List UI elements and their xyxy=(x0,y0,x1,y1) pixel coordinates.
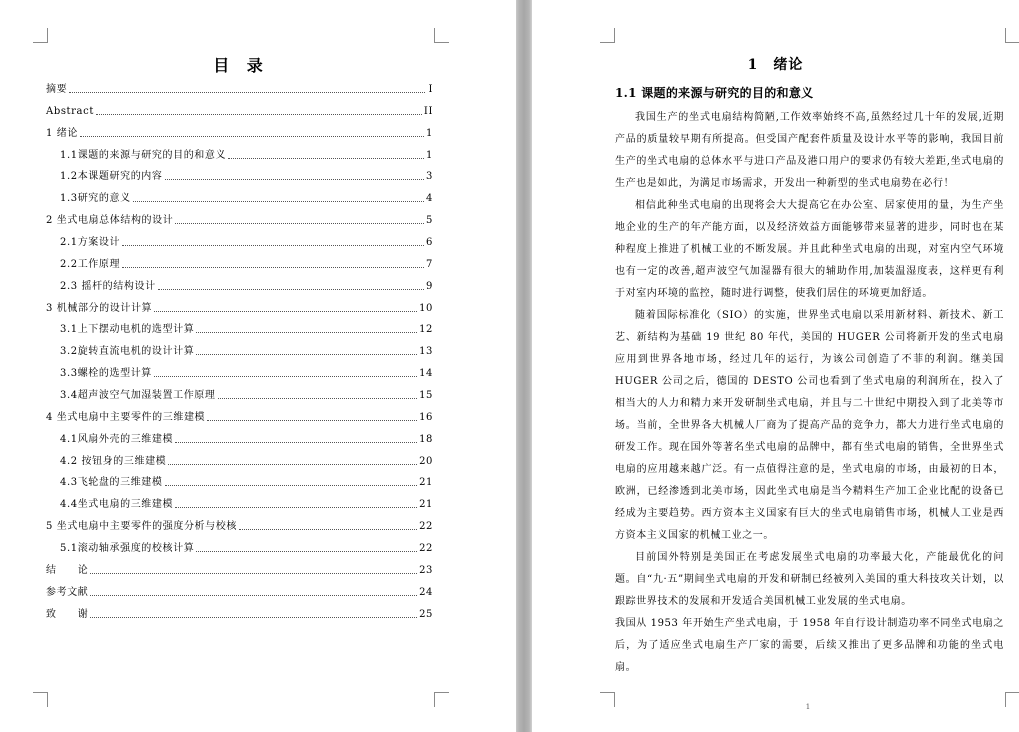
toc-entry-page: 4 xyxy=(426,193,433,204)
toc-entry-page: 10 xyxy=(419,303,433,314)
toc-entry-page: 23 xyxy=(419,565,433,576)
toc-entry-page: 1 xyxy=(426,150,433,161)
toc-entry-label: 2.3 摇杆的结构设计 xyxy=(60,281,156,292)
toc-entry[interactable] xyxy=(60,277,433,293)
toc-leader-dots xyxy=(196,551,417,552)
page-gutter xyxy=(516,0,532,732)
toc-leader-dots xyxy=(90,617,417,618)
toc-leader-dots xyxy=(80,136,424,137)
toc-entry-page: 15 xyxy=(419,390,433,401)
toc-entry-label: 3.2旋转直流电机的设计计算 xyxy=(60,346,195,357)
toc-entry[interactable] xyxy=(60,430,433,446)
toc-leader-dots xyxy=(154,376,417,377)
toc-entry-page: 18 xyxy=(419,434,433,445)
toc-entry[interactable] xyxy=(60,452,433,468)
toc-leader-dots xyxy=(175,507,417,508)
toc-entry-page: 13 xyxy=(419,346,433,357)
crop-mark-top-left xyxy=(33,28,48,43)
toc-entry-page: 25 xyxy=(419,609,433,620)
paragraph: 随着国际标准化（SIO）的实施，世界坐式电扇以采用新材料、新技术、新工艺、新结构为基础 19 世纪 80 年代，美国的 HUGER 公司将新开发的坐式电扇应用到世界各地市场，经过几年的运行，为该公司创造了不菲的利润。继美国 HUGER 公司之后，德国的 DESTO 公司也看到了坐式电扇的利润所在，投入了相当大的人力和精力来开发研制坐式电扇，并且与二十世纪中期投入到了北美等市场。当前，全世界各大机械人厂商为了提高产品的竞争力，都大力进行坐式电扇的研发工作。现在国外等著名坐式电扇的品牌中，都有坐式电扇的销售，全世界坐式电扇的应用越来越广泛。有一点值得注意的是，坐式电扇的市场，由最初的日本，欧洲，已经渗透到北美市场，因此坐式电扇是当今精料生产加工企业比配的设备已经成为主要趋势。西方资本主义国家有巨大的坐式电扇销售市场，机械人工业是西方资本主义国家的机械工业之一。 xyxy=(615,310,1004,541)
toc-leader-dots xyxy=(158,289,424,290)
section-heading: 1.1 课题的来源与研究的目的和意义 xyxy=(615,86,814,100)
toc-entry-page: I xyxy=(428,84,433,95)
toc-entry[interactable] xyxy=(46,561,433,577)
toc-leader-dots xyxy=(175,223,424,224)
toc-entry[interactable] xyxy=(46,80,433,96)
toc-entry[interactable] xyxy=(46,211,433,227)
toc-leader-dots xyxy=(133,201,424,202)
toc-entry[interactable] xyxy=(60,167,433,183)
toc-leader-dots xyxy=(228,158,424,159)
toc-leader-dots xyxy=(207,420,417,421)
crop-mark-bottom-right xyxy=(434,692,449,707)
toc-leader-dots xyxy=(122,267,424,268)
toc-entry-page: 5 xyxy=(426,215,433,226)
toc-entry-page: 9 xyxy=(426,281,433,292)
toc-entry-label: 摘要 xyxy=(46,84,68,95)
toc-entry-page: 6 xyxy=(426,237,433,248)
toc-entry-label: 2 坐式电扇总体结构的设计 xyxy=(46,215,174,226)
paragraph: 我国从 1953 年开始生产坐式电扇，于 1958 年自行设计制造功率不同坐式电扇之后，为了适应坐式电扇生产厂家的需要，后续又推出了更多品牌和功能的坐式电扇。 xyxy=(615,618,1004,673)
toc-entry[interactable] xyxy=(46,299,433,315)
toc-entry[interactable] xyxy=(60,386,433,402)
toc-leader-dots xyxy=(122,245,424,246)
toc-entry-label: 2.1方案设计 xyxy=(60,237,121,248)
body-text xyxy=(615,107,1004,679)
toc-leader-dots xyxy=(196,354,417,355)
toc-leader-dots xyxy=(175,442,417,443)
toc-entry-label: 1 绪论 xyxy=(46,128,78,139)
toc-entry[interactable] xyxy=(46,583,433,599)
toc-entry-page: 3 xyxy=(426,171,433,182)
toc-entry-page: 20 xyxy=(419,456,433,467)
toc-leader-dots xyxy=(96,114,422,115)
toc-entry-label: 4.1风扇外壳的三维建模 xyxy=(60,434,174,445)
toc-leader-dots xyxy=(90,595,417,596)
toc-entry[interactable] xyxy=(60,539,433,555)
toc-entry-page: 24 xyxy=(419,587,433,598)
page-number: 1 xyxy=(805,703,811,711)
paragraph: 我国生产的坐式电扇结构简陋,工作效率始终不高,虽然经过几十年的发展,近期产品的质量较早期有所提高。但受国产配套件质量及设计水平等的影响，我国目前生产的坐式电扇的总体水平与进口产品及港口用户的要求仍有较大差距,坐式电扇的生产也是如此，为满足市场需求，开发出一种新型的坐式电扇势在必行！ xyxy=(615,112,1004,189)
toc-entry-label: 3.1上下摆动电机的选型计算 xyxy=(60,324,195,335)
toc-entry-page: 12 xyxy=(419,324,433,335)
toc-entry-label: 1.3研究的意义 xyxy=(60,193,131,204)
toc-entry-page: 21 xyxy=(419,477,433,488)
crop-mark-top-right xyxy=(434,28,449,43)
toc-entry-label: 2.2工作原理 xyxy=(60,259,121,270)
toc-entry-page: 1 xyxy=(426,128,433,139)
toc-entry-label: 参考文献 xyxy=(46,587,89,598)
toc-entry[interactable] xyxy=(60,364,433,380)
toc-leader-dots xyxy=(69,92,425,93)
toc-entry-page: 14 xyxy=(419,368,433,379)
toc-entry-page: 7 xyxy=(426,259,433,270)
toc-entry-label: 1.1课题的来源与研究的目的和意义 xyxy=(60,150,227,161)
toc-entry-page: 21 xyxy=(419,499,433,510)
toc-leader-dots xyxy=(196,332,417,333)
toc-entry-label: Abstract xyxy=(46,106,94,117)
toc-entry[interactable] xyxy=(46,124,433,140)
toc-entry-page: 22 xyxy=(419,543,433,554)
toc-entry-label: 致 谢 xyxy=(46,609,89,620)
toc-entry-label: 4.2 按钮身的三维建模 xyxy=(60,456,167,467)
toc-entry[interactable] xyxy=(46,517,433,533)
crop-mark-bottom-left xyxy=(33,692,48,707)
crop-mark-top-right xyxy=(1005,28,1019,43)
toc-leader-dots xyxy=(154,311,417,312)
paragraph: 相信此种坐式电扇的出现将会大大提高它在办公室、居家使用的量，为生产坐地企业的生产的年产能方面，以及经济效益方面能够带来显著的进步，同时也在某种程度上推进了机械工业的不断发展。并且此种坐式电扇的出现，对室内空气环境也有一定的改善,超声波空气加湿器有很大的辅助作用,加装温湿度表，这样更有利于对室内环境的监控，随时进行调整，使我们居住的环境更加舒适。 xyxy=(615,200,1004,299)
toc-entry-page: II xyxy=(423,106,433,117)
toc-leader-dots xyxy=(239,529,417,530)
toc-leader-dots xyxy=(165,485,418,486)
paragraph: 目前国外特别是美国正在考虑发展坐式电扇的功率最大化，产能最优化的问题。自“九·五”期间坐式电扇的开发和研制已经被列入美国的重大科技攻关计划，以跟踪世界技术的发展和开发适合美国机械工业发展的坐式电扇。 xyxy=(615,552,1004,607)
toc-entry[interactable] xyxy=(60,189,433,205)
toc-entry[interactable] xyxy=(60,320,433,336)
toc-leader-dots xyxy=(168,464,417,465)
chapter-title: 1 绪论 xyxy=(747,57,804,73)
crop-mark-top-left xyxy=(600,28,615,43)
toc-entry[interactable] xyxy=(60,473,433,489)
toc-entry[interactable] xyxy=(46,408,433,424)
toc-entry-page: 22 xyxy=(419,521,433,532)
toc-entry[interactable] xyxy=(46,102,433,118)
toc-entry-label: 4.3飞轮盘的三维建模 xyxy=(60,477,163,488)
toc-entry-label: 4 坐式电扇中主要零件的三维建模 xyxy=(46,412,206,423)
toc-entry-label: 3.4超声波空气加湿装置工作原理 xyxy=(60,390,216,401)
toc-entry[interactable] xyxy=(60,495,433,511)
toc-leader-dots xyxy=(90,573,417,574)
toc-entry[interactable] xyxy=(60,342,433,358)
toc-title: 目 录 xyxy=(213,56,269,75)
toc-entry-label: 3.3螺栓的选型计算 xyxy=(60,368,152,379)
toc-entry-label: 结 论 xyxy=(46,565,89,576)
toc-leader-dots xyxy=(165,179,425,180)
toc-leader-dots xyxy=(218,398,418,399)
toc-entry-label: 4.4坐式电扇的三维建模 xyxy=(60,499,174,510)
toc-entry-label: 5 坐式电扇中主要零件的强度分析与校核 xyxy=(46,521,237,532)
toc-entry[interactable] xyxy=(60,233,433,249)
toc-entry-label: 5.1滚动轴承强度的校核计算 xyxy=(60,543,195,554)
toc-entry-label: 3 机械部分的设计计算 xyxy=(46,303,153,314)
toc-entry[interactable] xyxy=(46,605,433,621)
toc-entry-label: 1.2本课题研究的内容 xyxy=(60,171,163,182)
toc-entry-page: 16 xyxy=(419,412,433,423)
toc-entry[interactable] xyxy=(60,146,433,162)
toc-entry[interactable] xyxy=(60,255,433,271)
